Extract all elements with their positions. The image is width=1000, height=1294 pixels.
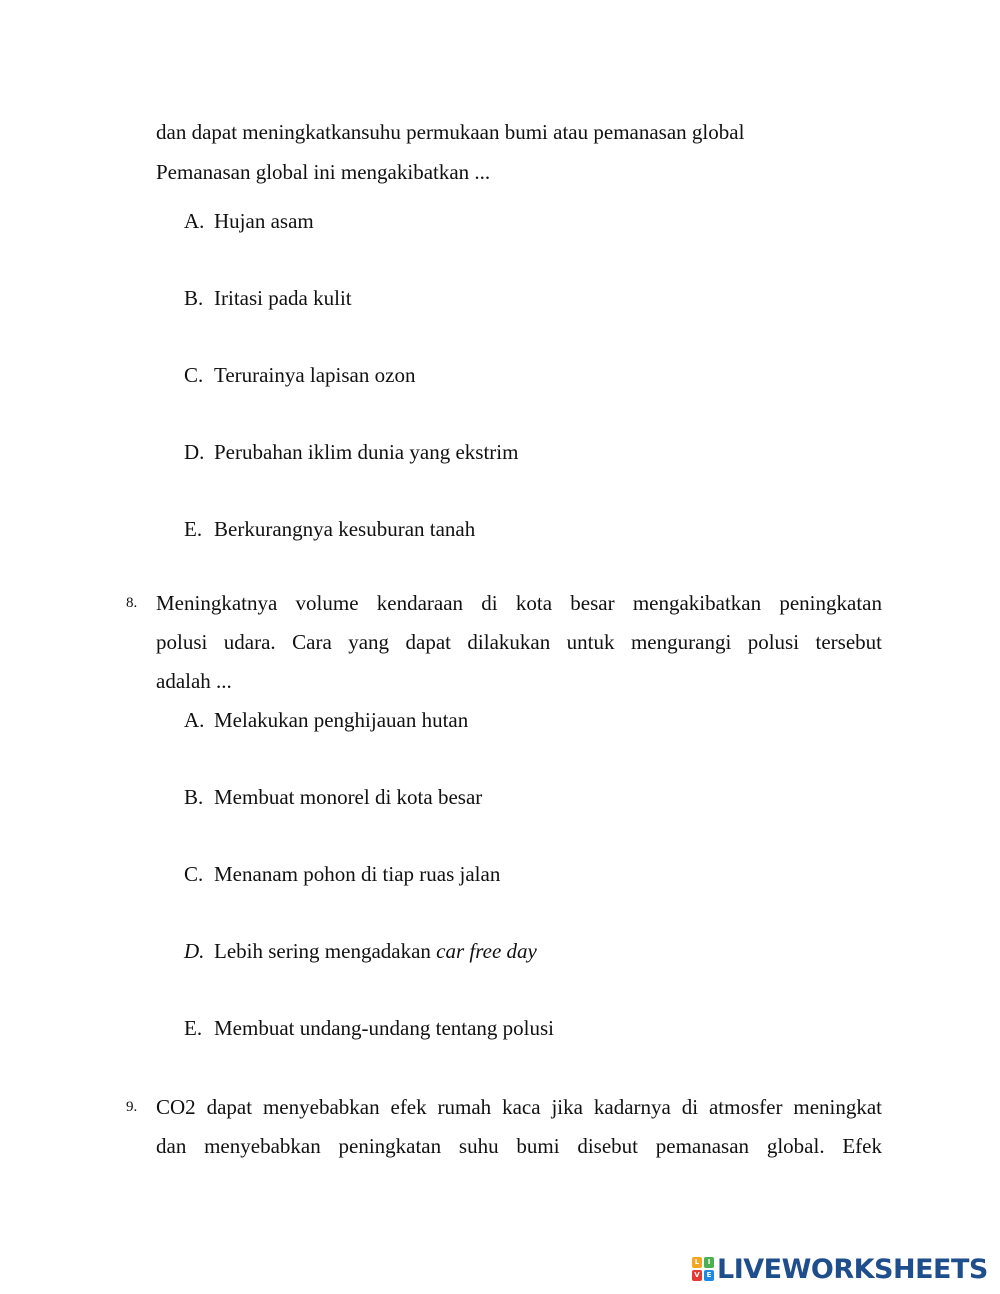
q8-option-b[interactable] xyxy=(184,784,482,810)
q7-option-b[interactable] xyxy=(184,285,352,311)
option-text: Menanam pohon di tiap ruas jalan xyxy=(214,862,501,886)
q7-stem-line-1: dan dapat meningkatkansuhu permukaan bumi atau pemanasan global xyxy=(156,120,745,144)
option-italic-text: car free day xyxy=(436,939,537,963)
logo-mark-icon xyxy=(692,1257,714,1281)
q8-option-a[interactable] xyxy=(184,707,468,733)
q8-number: 8. xyxy=(126,595,138,611)
q7-option-c[interactable] xyxy=(184,362,415,388)
option-text: Berkurangnya kesuburan tanah xyxy=(214,517,476,541)
q7-stem-line-2: Pemanasan global ini mengakibatkan ... xyxy=(156,160,491,184)
option-letter: E. xyxy=(184,1016,203,1040)
option-text: Terurainya lapisan ozon xyxy=(214,363,416,387)
logo-mark-l: L xyxy=(692,1257,702,1268)
logo-mark-v: V xyxy=(692,1270,702,1281)
logo-mark-e: E xyxy=(704,1270,714,1281)
q9-stem-line-2: dan menyebabkan peningkatan suhu bumi disebut pemanasan global. Efek xyxy=(156,1134,882,1158)
q7-option-d[interactable] xyxy=(184,439,518,465)
option-text: Lebih sering mengadakan xyxy=(214,939,437,963)
option-letter: C. xyxy=(184,862,204,886)
option-letter: C. xyxy=(184,363,204,387)
option-letter: D. xyxy=(184,939,205,963)
q9-number: 9. xyxy=(126,1099,138,1115)
option-text: Iritasi pada kulit xyxy=(214,286,352,310)
option-text: Hujan asam xyxy=(214,209,314,233)
option-text: Membuat monorel di kota besar xyxy=(214,785,483,809)
liveworksheets-logo xyxy=(692,1254,988,1284)
option-letter: D. xyxy=(184,440,205,464)
option-text: Membuat undang-undang tentang polusi xyxy=(214,1016,555,1040)
option-letter: A. xyxy=(184,209,205,233)
logo-text: LIVEWORKSHEETS xyxy=(717,1253,988,1285)
q7-option-a[interactable] xyxy=(184,208,314,234)
q8-option-e[interactable] xyxy=(184,1015,554,1041)
q7-option-e[interactable] xyxy=(184,516,475,542)
option-letter: E. xyxy=(184,517,203,541)
q8-stem-line-3: adalah ... xyxy=(156,669,232,693)
q9-stem-line-1: CO2 dapat menyebabkan efek rumah kaca jika kadarnya di atmosfer meningkat xyxy=(156,1095,882,1119)
q8-stem-line-1: Meningkatnya volume kendaraan di kota besar mengakibatkan peningkatan xyxy=(156,591,882,615)
q8-stem-line-2: polusi udara. Cara yang dapat dilakukan untuk mengurangi polusi tersebut xyxy=(156,630,882,654)
logo-mark-i: I xyxy=(704,1257,714,1268)
option-text: Melakukan penghijauan hutan xyxy=(214,708,469,732)
option-letter: A. xyxy=(184,708,205,732)
option-letter: B. xyxy=(184,785,204,809)
q8-option-c[interactable] xyxy=(184,861,500,887)
option-letter: B. xyxy=(184,286,204,310)
q8-option-d[interactable] xyxy=(184,938,537,964)
option-text: Perubahan iklim dunia yang ekstrim xyxy=(214,440,519,464)
